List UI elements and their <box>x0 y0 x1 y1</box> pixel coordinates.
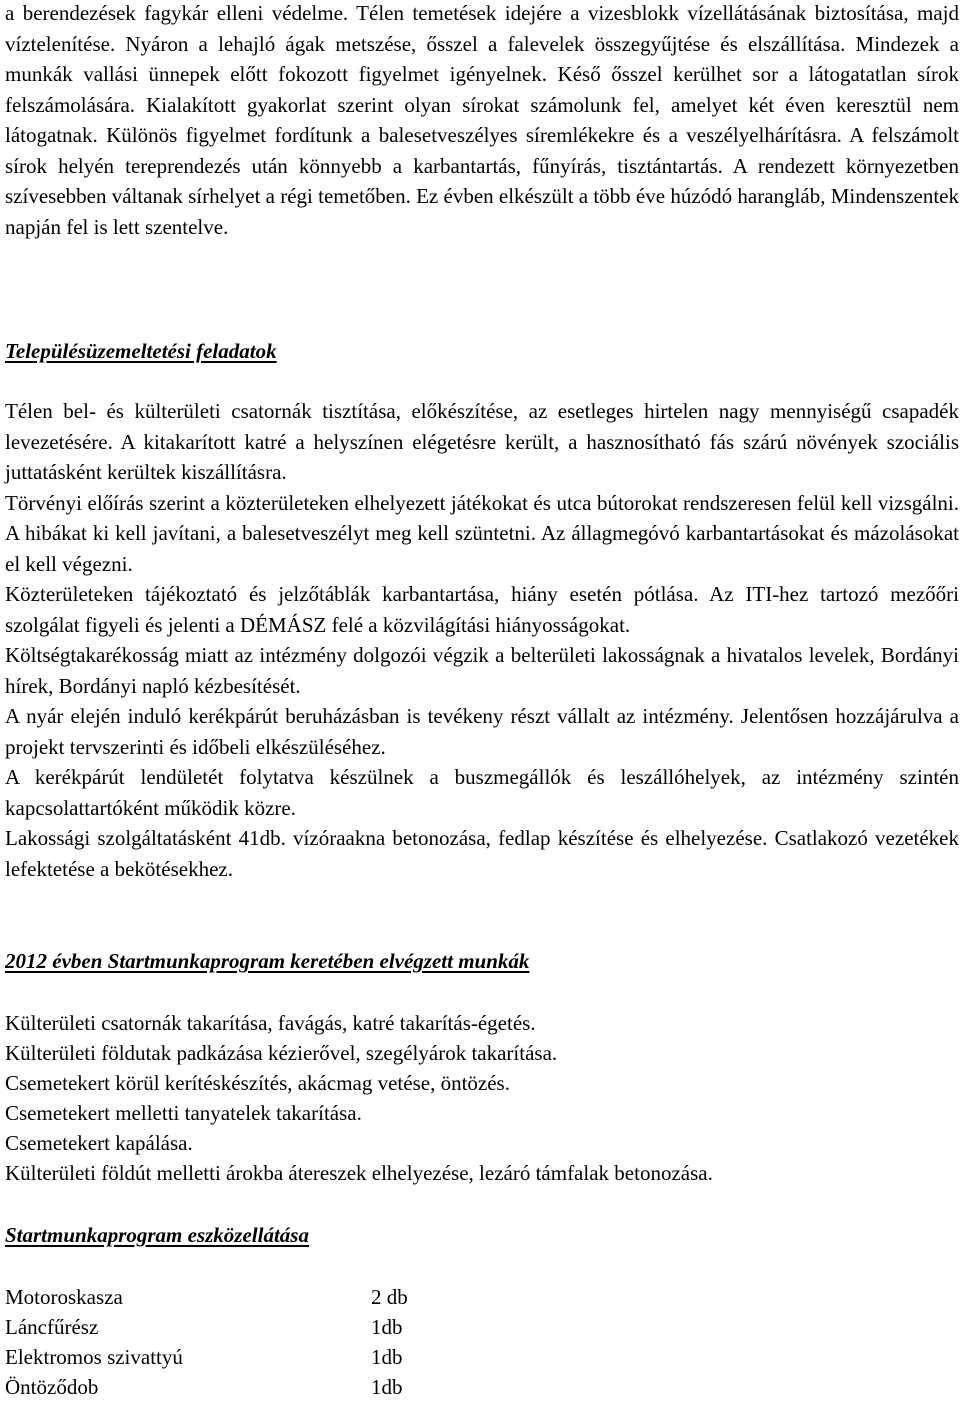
list-item: Külterületi földút melletti árokba átereszek elhelyezése, lezáró támfalak betonozása. <box>5 1161 713 1185</box>
equipment-qty: 1db <box>371 1315 403 1339</box>
equipment-qty: 2 db <box>371 1285 408 1309</box>
list-item: Csemetekert körül kerítéskészítés, akácmag vetése, öntözés. <box>5 1071 510 1095</box>
list-item: Külterületi csatornák takarítása, favágás, katré takarítás-égetés. <box>5 1011 536 1035</box>
telepules-paragraph-1: Télen bel- és külterületi csatornák tisztítása, előkészítése, az esetleges hirtelen nagy mennyiségű csapadék levezetésére. A kitakarított katré a helyszínen elégetésre került, a hasznosítható fás szárú növények szociális juttatásként kerültek kiszállításra. <box>5 399 959 484</box>
equipment-qty: 1db <box>371 1375 403 1399</box>
equipment-name: Öntöződob <box>5 1375 99 1399</box>
list-item: Csemetekert kapálása. <box>5 1131 193 1155</box>
telepules-paragraph-6: A kerékpárút lendületét folytatva készülnek a buszmegállók és leszállóhelyek, az intézmény szintén kapcsolattartóként működik közre. <box>5 765 959 820</box>
telepules-paragraph-4: Költségtakarékosság miatt az intézmény dolgozói végzik a belterületi lakosságnak a hivatalos levelek, Bordányi hírek, Bordányi napló kézbesítését. <box>5 643 959 698</box>
equipment-qty: 1db <box>371 1345 403 1369</box>
section-heading-eszkoz: Startmunkaprogram eszközellátása <box>5 1223 309 1247</box>
list-item: Külterületi földutak padkázása kézierővel, szegélyárok takarítása. <box>5 1041 558 1065</box>
list-item: Csemetekert melletti tanyatelek takarítása. <box>5 1101 362 1125</box>
telepules-paragraph-5: A nyár elején induló kerékpárút beruházásban is tevékeny részt vállalt az intézmény. Jelentősen hozzájárulva a projekt tervszerinti és időbeli elkészüléséhez. <box>5 704 959 759</box>
intro-paragraph: a berendezések fagykár elleni védelme. Télen temetések idejére a vizesblokk vízellátásának biztosítása, majd víztelenítése. Nyáron a lehajló ágak metszése, ősszel a falevelek összegyűjtése és elszállítása. Mindezek a munkák vallási ünnepek előtt fokozott figyelmet igényelnek. Késő ősszel kerülhet sor a látogatatlan sírok felszámolására. Kialakított gyakorlat szerint olyan sírokat számolunk fel, amelyet két éven keresztül nem látogatnak. Különös figyelmet fordítunk a balesetveszélyes síremlékekre és a veszélyelhárításra. A felszámolt sírok helyén tereprendezés után könnyebb a karbantartás, fűnyírás, tisztántartás. A rendezett környezetben szívesebben váltanak sírhelyet a régi temetőben. Ez évben elkészült a több éve húzódó harangláb, Mindenszentek napján fel is lett szentelve. <box>5 1 959 239</box>
equipment-row <box>5 1312 505 1342</box>
equipment-row <box>5 1342 505 1372</box>
equipment-name: Elektromos szivattyú <box>5 1345 183 1369</box>
telepules-paragraph-2: Törvényi előírás szerint a közterületeken elhelyezett játékokat és utca bútorokat rendszeresen felül kell vizsgálni. A hibákat ki kell javítani, a balesetveszélyt meg kell szüntetni. Az állagmegóvó karbantartásokat és mázolásokat el kell végezni. <box>5 490 959 576</box>
telepules-section <box>5 396 959 884</box>
equipment-name: Motoroskasza <box>5 1285 123 1309</box>
section-heading-startmunka: 2012 évben Startmunkaprogram keretében elvégzett munkák <box>5 949 530 973</box>
equipment-row <box>5 1282 505 1312</box>
intro-section <box>5 0 959 242</box>
equipment-name: Láncfűrész <box>5 1315 99 1339</box>
telepules-paragraph-7: Lakossági szolgáltatásként 41db. vízóraakna betonozása, fedlap készítése és elhelyezése. Csatlakozó vezetékek lefektetése a bekötésekhez. <box>5 826 959 881</box>
telepules-paragraph-3: Közterületeken tájékoztató és jelzőtáblák karbantartása, hiány esetén pótlása. Az ITI-hez tartozó mezőőri szolgálat figyeli és jelenti a DÉMÁSZ felé a közvilágítási hiányosságokat. <box>5 582 959 637</box>
section-heading-telepules: Településüzemeltetési feladatok <box>5 339 277 363</box>
